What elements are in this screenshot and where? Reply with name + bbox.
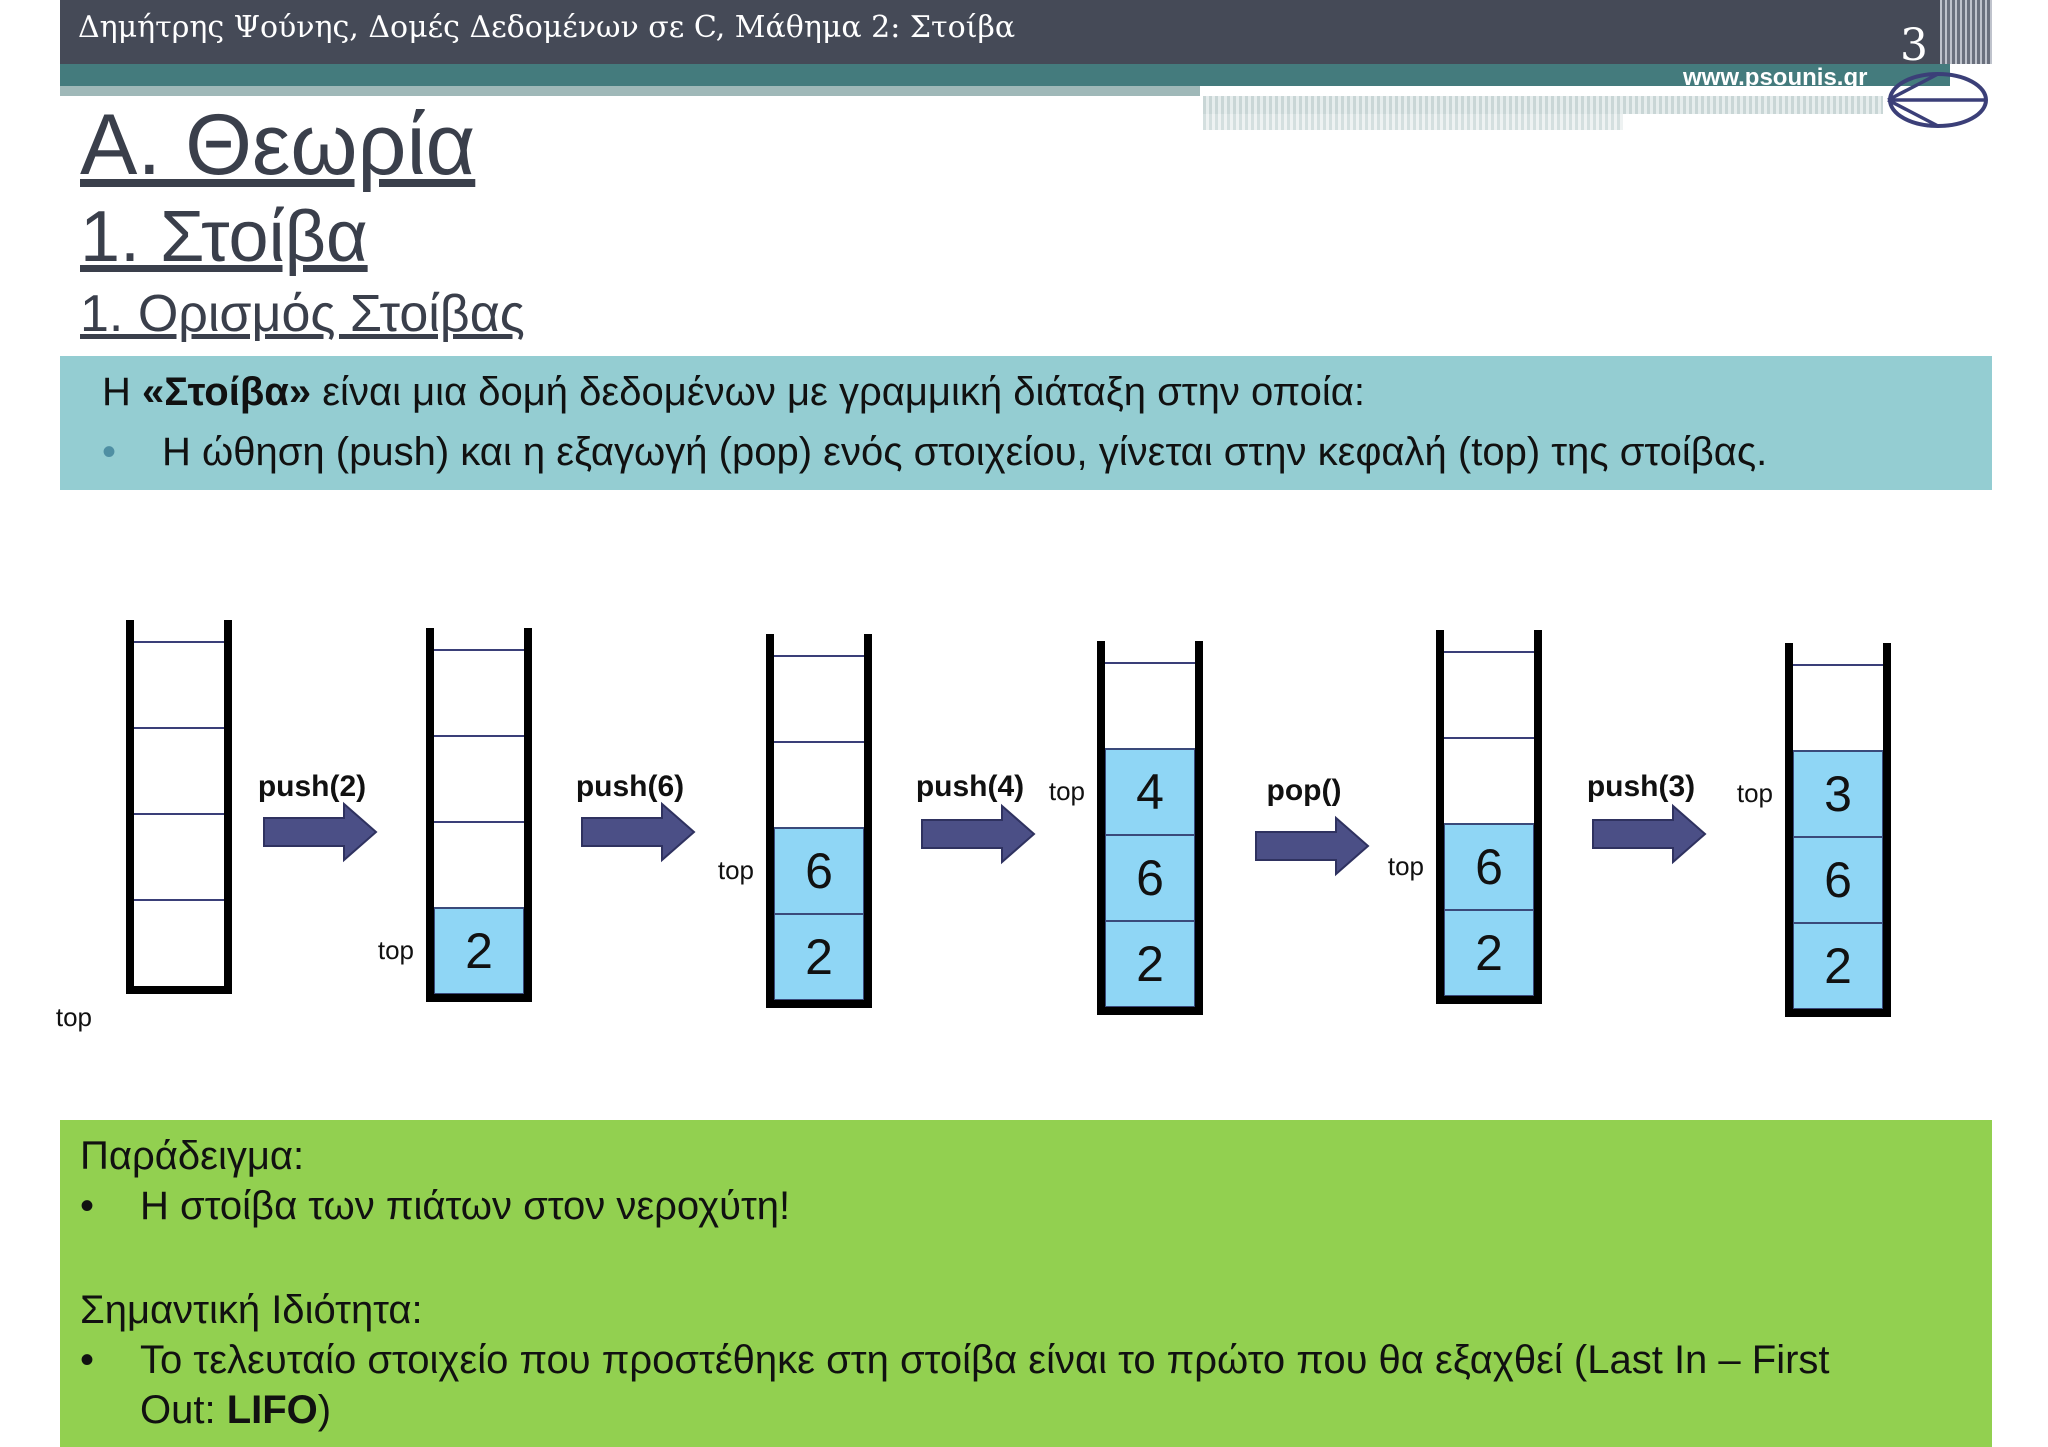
- property-line-2-suffix: ): [317, 1388, 332, 1432]
- top-label: top: [1387, 851, 1424, 881]
- header-pattern-band-2: [1203, 114, 1623, 130]
- bullet-icon: •: [80, 1184, 95, 1228]
- psounis-logo-icon: [1880, 64, 1990, 136]
- stack-cell-value: 2: [1136, 936, 1164, 992]
- operation-arrow-icon: [1593, 806, 1705, 862]
- stack-cell-value: 2: [1475, 925, 1503, 981]
- property-label: Σημαντική Ιδιότητα:: [80, 1288, 423, 1332]
- definition-box: [60, 356, 1992, 490]
- example-label: Παράδειγμα:: [80, 1134, 305, 1178]
- header-accent-band: [60, 64, 1950, 86]
- operation-arrow-icon: [1256, 818, 1368, 874]
- header-pattern-band: [1203, 96, 1883, 114]
- example-box: [60, 1120, 1992, 1447]
- stack-cell-value: 2: [465, 923, 493, 979]
- bullet-icon: •: [102, 430, 117, 474]
- stack-cell-value: 4: [1136, 764, 1164, 820]
- top-label: top: [717, 855, 754, 885]
- top-label: top: [377, 935, 414, 965]
- chapter-title: 1. Στοίβα: [80, 197, 368, 277]
- operation-arrow-icon: [264, 804, 376, 860]
- stack-cell-value: 6: [1824, 852, 1852, 908]
- operation-label: push(4): [915, 770, 1025, 803]
- header-light-band: [60, 86, 1200, 96]
- top-label: top: [1048, 776, 1085, 806]
- example-bullet: [80, 1184, 790, 1229]
- top-label: top: [1736, 778, 1773, 808]
- stack-cell-value: 2: [805, 929, 833, 985]
- operation-label: push(3): [1586, 770, 1696, 803]
- page-number: 3: [1900, 20, 1928, 71]
- stack-diagram: [55, 600, 1992, 1060]
- bullet-icon: •: [80, 1338, 95, 1382]
- operation-arrow-icon: [582, 804, 694, 860]
- operation-label: push(2): [257, 770, 367, 803]
- stack-cell-value: 6: [1136, 850, 1164, 906]
- header-stripes: [1940, 0, 1992, 64]
- definition-bullet-text: Η ώθηση (push) και η εξαγωγή (pop) ενός στοιχείου, γίνεται στην κεφαλή (top) της στοίβας.: [162, 430, 1768, 474]
- site-url: www.psounis.gr: [1683, 64, 1868, 91]
- property-line-2-prefix: Out:: [140, 1388, 227, 1432]
- stack-cell-value: 3: [1824, 766, 1852, 822]
- stack-cell-value: 2: [1824, 938, 1852, 994]
- subsection-title: 1. Ορισμός Στοίβας: [80, 285, 525, 343]
- definition-prefix: Η: [102, 370, 142, 414]
- definition-term: «Στοίβα»: [142, 370, 312, 414]
- header-title: Δημήτρης Ψούνης, Δομές Δεδομένων σε C, Μάθημα 2: Στοίβα: [78, 10, 1016, 45]
- property-lifo: LIFO: [226, 1388, 318, 1432]
- definition-rest: είναι μια δομή δεδομένων με γραμμική διάταξη στην οποία:: [311, 370, 1366, 414]
- stack-cell-value: 6: [1475, 839, 1503, 895]
- operation-label: pop(): [1266, 774, 1342, 807]
- header-bar: [60, 0, 1992, 64]
- operation-arrow-icon: [922, 806, 1034, 862]
- property-line-2: [140, 1388, 331, 1433]
- property-bullet: [80, 1338, 1830, 1383]
- definition-bullet: [102, 430, 1767, 475]
- property-line-1: Το τελευταίο στοιχείο που προστέθηκε στη στοίβα είναι το πρώτο που θα εξαχθεί (Last In – First: [140, 1338, 1830, 1382]
- top-label: top: [55, 1002, 92, 1032]
- section-title: Α. Θεωρία: [80, 97, 476, 193]
- example-bullet-text: Η στοίβα των πιάτων στον νεροχύτη!: [140, 1184, 791, 1228]
- definition-text: [102, 370, 1365, 415]
- operation-label: push(6): [575, 770, 685, 803]
- stack-cell-value: 6: [805, 843, 833, 899]
